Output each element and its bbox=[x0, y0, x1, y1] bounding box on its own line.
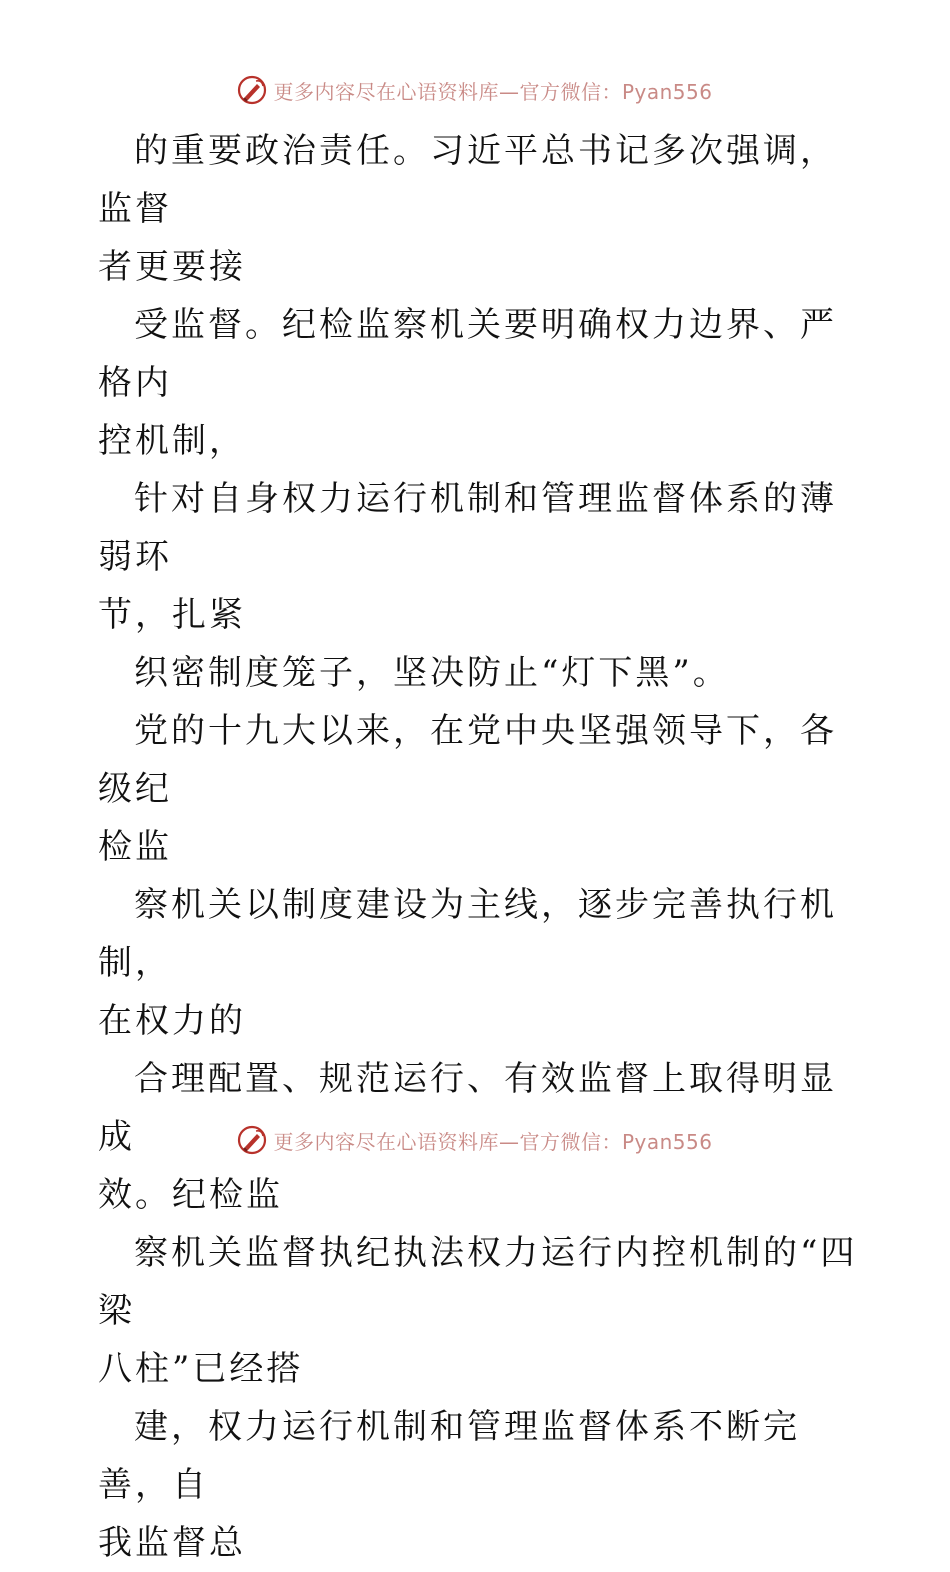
header-banner-text: 更多内容尽在心语资料库—官方微信：Pyan556 bbox=[273, 79, 713, 104]
line-rest: 检监 bbox=[98, 827, 172, 867]
text-line-2 bbox=[98, 296, 858, 470]
line-first: 党的十九大以来，在党中央坚强领导下，各级纪 bbox=[98, 711, 837, 809]
text-line-8 bbox=[98, 1224, 858, 1398]
line-first: 合理配置、规范运行、有效监督上取得明显成 bbox=[98, 1059, 837, 1157]
text-line-6 bbox=[98, 876, 858, 1050]
text-line-1 bbox=[98, 122, 858, 296]
line-rest: 我监督总 bbox=[98, 1523, 246, 1563]
line-rest: 者更要接 bbox=[98, 247, 246, 287]
line-rest: 节，扎紧 bbox=[98, 595, 246, 635]
line-first: 针对自身权力运行机制和管理监督体系的薄弱环 bbox=[98, 479, 837, 577]
text-line-3 bbox=[98, 470, 858, 644]
line-first: 察机关监督执纪执法权力运行内控机制的“四梁 bbox=[98, 1233, 858, 1331]
text-line-9 bbox=[98, 1398, 858, 1572]
document-body bbox=[98, 122, 858, 1572]
line-rest: 效。纪检监 bbox=[98, 1175, 283, 1215]
line-first: 织密制度笼子，坚决防止“灯下黑”。 bbox=[134, 653, 730, 693]
pen-logo-icon bbox=[237, 1125, 267, 1155]
line-first: 建，权力运行机制和管理监督体系不断完善，自 bbox=[98, 1407, 800, 1505]
footer-banner-text: 更多内容尽在心语资料库—官方微信：Pyan556 bbox=[273, 1129, 713, 1154]
text-line-4 bbox=[98, 644, 858, 702]
line-rest: 在权力的 bbox=[98, 1001, 246, 1041]
line-rest: 控机制， bbox=[98, 421, 246, 461]
pen-logo-icon bbox=[237, 75, 267, 105]
line-first: 受监督。纪检监察机关要明确权力边界、严格内 bbox=[98, 305, 837, 403]
line-rest: 八柱”已经搭 bbox=[98, 1349, 304, 1389]
line-first: 的重要政治责任。习近平总书记多次强调，监督 bbox=[98, 131, 837, 229]
line-first: 察机关以制度建设为主线，逐步完善执行机制， bbox=[98, 885, 837, 983]
footer-banner bbox=[0, 1120, 950, 1160]
header-banner bbox=[0, 70, 950, 110]
text-line-5 bbox=[98, 702, 858, 876]
